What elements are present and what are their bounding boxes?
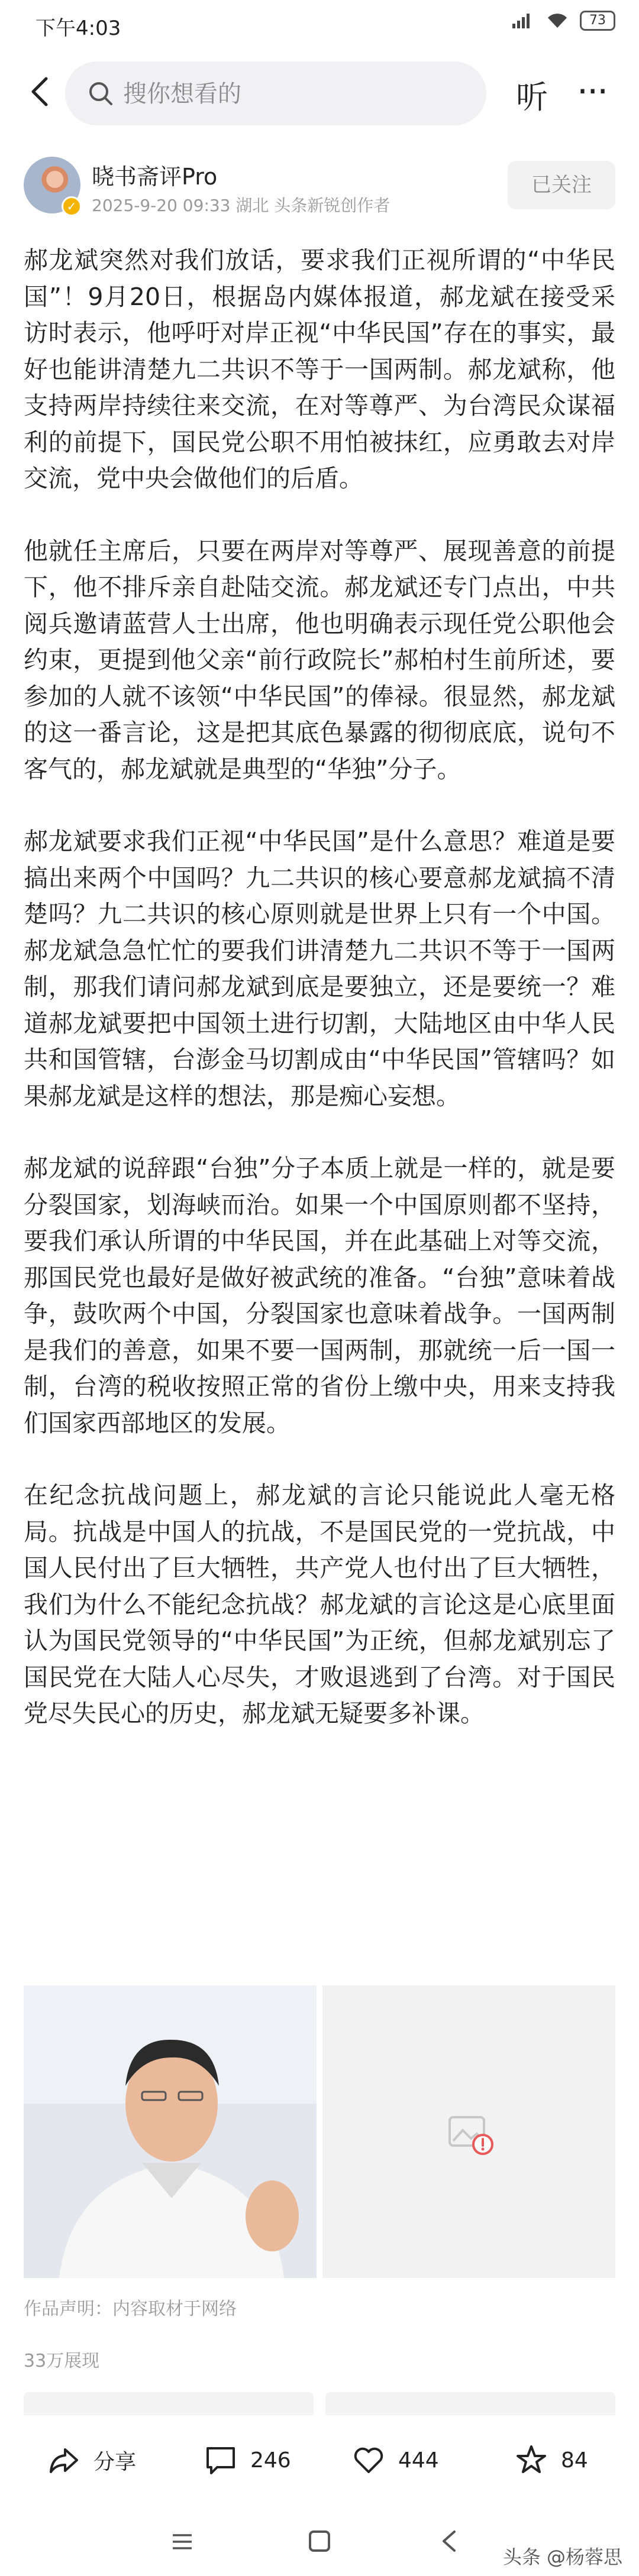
status-bar: [0, 0, 639, 46]
article-paragraph: 郝龙斌突然对我们放话，要求我们正视所谓的“中华民国”！9月20日，根据岛内媒体报道，郝龙斌在接受采访时表示，他呼吁对岸正视“中华民国”存在的事实，最好也能讲清楚九二共识不等于一国两制。郝龙斌称，他支持两岸持续往来交流，在对等尊严、为台湾民众谋福利的前提下，国民党公职不用怕被抹红，应勇敢去对岸交流，党中央会做他们的后盾。: [24, 246, 615, 492]
search-icon: [88, 80, 114, 106]
status-time: 下午4:03: [36, 17, 121, 40]
share-icon: [47, 2444, 80, 2477]
favorite-count: 84: [561, 2448, 588, 2473]
home-icon[interactable]: [309, 2530, 330, 2552]
status-icons: [511, 11, 615, 31]
image-gallery: [24, 1985, 615, 2278]
broken-image-icon: [444, 2107, 497, 2160]
article-paragraph: 郝龙斌要求我们正视“中华民国”是什么意思？难道是要搞出来两个中国吗？九二共识的核心要意郝龙斌搞不清楚吗？九二共识的核心原则就是世界上只有一个中国。郝龙斌急急忙忙的要我们讲清楚九二共识不等于一国两制，那我们请问郝龙斌到底是要独立，还是要统一？难道郝龙斌要把中国领土进行切割，大陆地区由中华人民共和国管辖，台澎金马切割成由“中华民国”管辖吗？如果郝龙斌是这样的想法，那是痴心妄想。: [24, 827, 615, 1110]
wifi-icon: [546, 12, 569, 30]
comment-count: 246: [250, 2448, 291, 2473]
favorite-icon: [515, 2444, 548, 2477]
comment-icon: [204, 2444, 237, 2477]
menu-icon[interactable]: [172, 2533, 193, 2551]
article-paragraph: 在纪念抗战问题上，郝龙斌的言论只能说此人毫无格局。抗战是中国人的抗战，不是国民党的一党抗战，中国人民付出了巨大牺牲，共产党人也付出了巨大牺牲，我们为什么不能纪念抗战？郝龙斌的言论这是心底里面认为国民党领导的“中华民国”为正统，但郝龙斌别忘了国民党在大陆人心尽失，才败退逃到了台湾。对于国民党尽失民心的历史，郝龙斌无疑要多补课。: [24, 1481, 615, 1728]
battery-icon: 73: [580, 11, 615, 31]
like-icon: [352, 2444, 385, 2477]
share-label: 分享: [93, 2449, 137, 2474]
search-box[interactable]: [65, 61, 486, 125]
comment-button[interactable]: [204, 2444, 291, 2477]
article-paragraph: 郝龙斌的说辞跟“台独”分子本质上就是一样的，就是要分裂国家，划海峡而治。如果一个中国原则都不坚持，要我们承认所谓的中华民国，并在此基础上对等交流，那国民党也最好是做好被武统的准备。“台独”意味着战争，鼓吹两个中国，分裂国家也意味着战争。一国两制是我们的善意，如果不要一国两制，那就统一后一国一制，台湾的税收按照正常的省份上缴中央，用来支持我们国家西部地区的发展。: [24, 1154, 615, 1437]
author-name[interactable]: 晓书斋评Pro: [92, 164, 218, 190]
author-meta: 2025-9-20 09:33 湖北 头条新锐创作者: [92, 196, 390, 215]
more-button[interactable]: ···: [577, 71, 608, 112]
listen-button[interactable]: 听: [516, 79, 548, 116]
like-button[interactable]: [352, 2444, 439, 2477]
article-paragraph: 他就任主席后，只要在两岸对等尊严、展现善意的前提下，他不排斥亲自赴陆交流。郝龙斌还专门点出，中共阅兵邀请蓝营人士出席，他也明确表示现任党公职他会约束，更提到他父亲“前行政院长”郝柏村生前所述，要参加的人就不该领“中华民国”的俸禄。很显然，郝龙斌的这一番言论，这是把其底色暴露的彻彻底底，说句不客气的，郝龙斌就是典型的“华独”分子。: [24, 536, 615, 783]
nav-back-icon[interactable]: [438, 2529, 462, 2553]
article-photo[interactable]: [24, 1985, 317, 2278]
watermark: 头条 @杨蓉思: [502, 2546, 622, 2568]
signal-icon: [511, 12, 535, 30]
follow-button[interactable]: 已关注: [508, 161, 615, 209]
like-count: 444: [398, 2448, 439, 2473]
search-input[interactable]: [122, 61, 467, 127]
person-photo-illustration: [24, 1985, 317, 2278]
view-count: 33万展现: [24, 2351, 100, 2371]
back-icon[interactable]: [24, 74, 59, 109]
broken-image-placeholder[interactable]: [322, 1985, 615, 2278]
verified-badge-icon: ✓: [62, 196, 82, 216]
share-button[interactable]: [47, 2444, 136, 2477]
author-row: [0, 148, 639, 231]
content-declaration: 作品声明：内容取材于网络: [24, 2299, 237, 2319]
article-body: [24, 242, 615, 1768]
recommendation-strip: [24, 2392, 615, 2416]
top-bar: [0, 59, 639, 124]
action-bar: [0, 2415, 639, 2498]
favorite-button[interactable]: [515, 2444, 588, 2477]
